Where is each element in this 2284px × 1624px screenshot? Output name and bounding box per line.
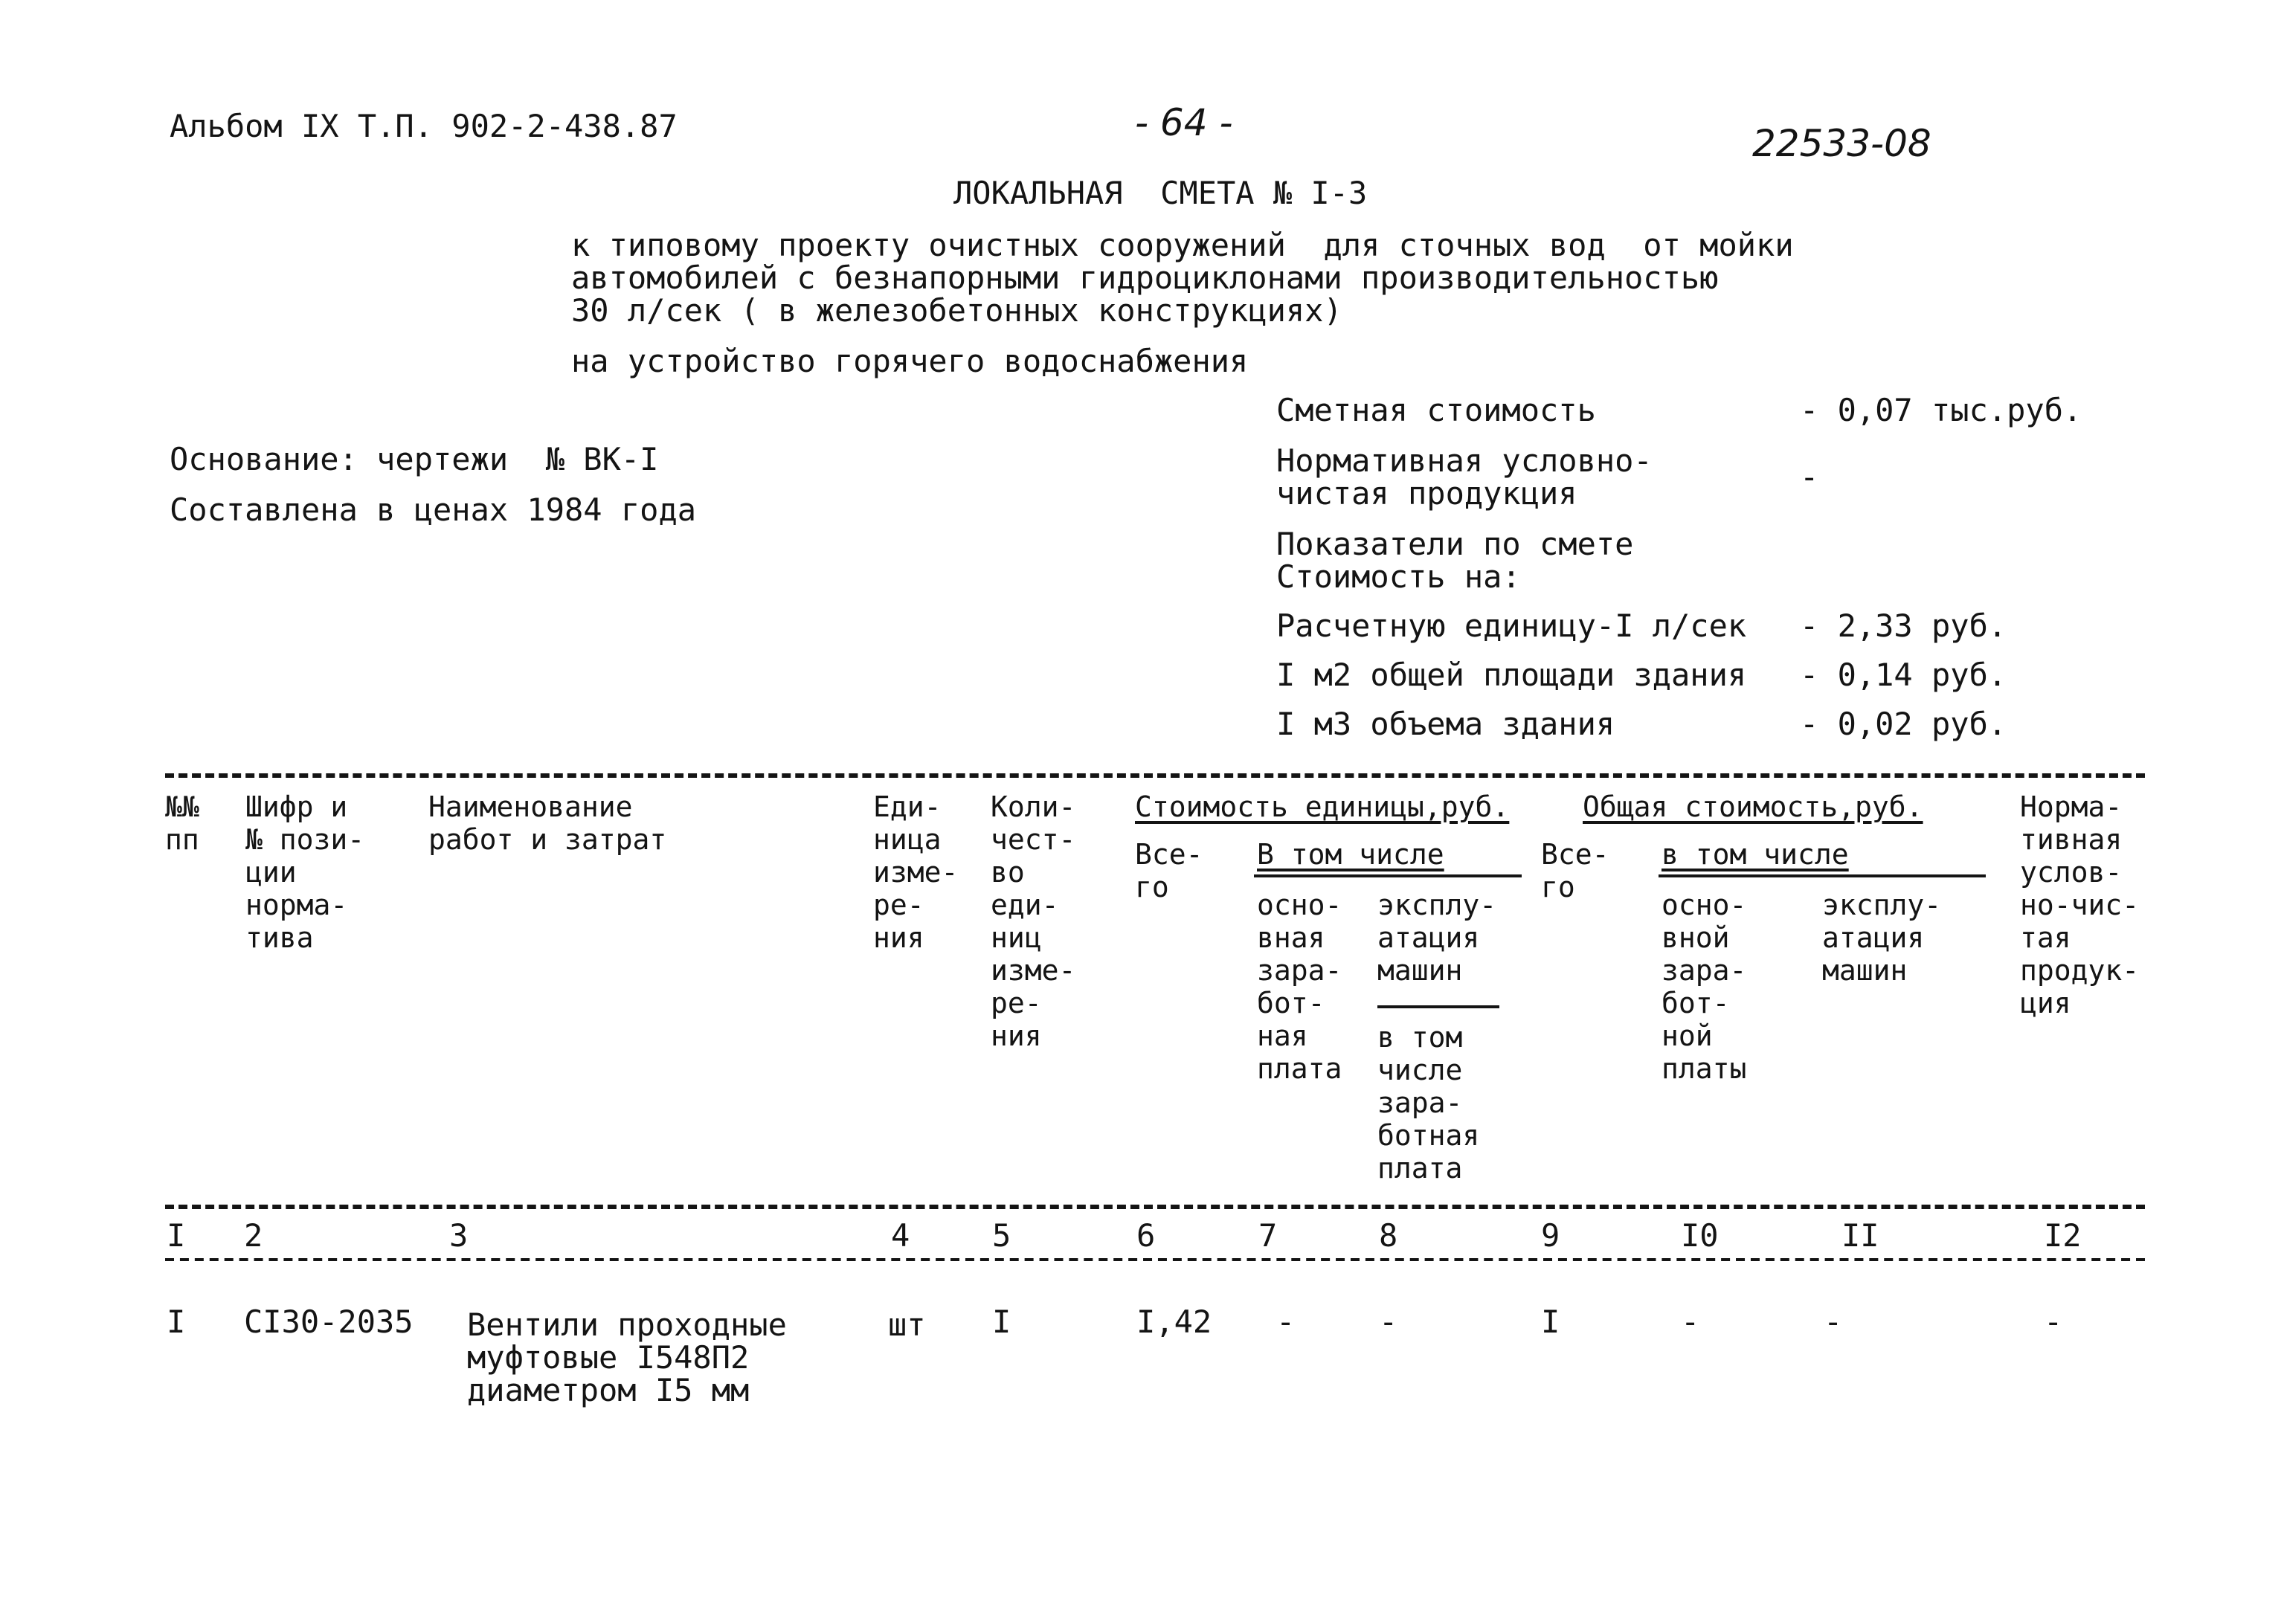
normative-label-line-1: Нормативная условно- bbox=[1276, 443, 1653, 479]
column-number-12: I2 bbox=[2044, 1218, 2082, 1254]
basis-drawings: Основание: чертежи № ВК-I bbox=[170, 442, 659, 477]
col-total-header: Все- го bbox=[1541, 839, 1609, 904]
page-number: - 64 - bbox=[1135, 101, 1233, 144]
row-name: Вентили проходные муфтовые I548П2 диаметром I5 мм bbox=[467, 1307, 787, 1408]
album-reference: Альбом IX Т.П. 902-2-438.87 bbox=[170, 109, 678, 144]
title-line-2: автомобилей с безнапорными гидроциклонами производительностью bbox=[571, 260, 1719, 296]
column-number-5: 5 bbox=[992, 1218, 1011, 1254]
row-unit-total: I,42 bbox=[1136, 1304, 1212, 1340]
unit-cost-group-header: Стоимость единицы,руб. bbox=[1135, 791, 1510, 824]
row-quantity: I bbox=[992, 1304, 1011, 1340]
column-number-3: 3 bbox=[449, 1218, 469, 1254]
column-number-4: 4 bbox=[891, 1218, 910, 1254]
document-title: ЛОКАЛЬНАЯ СМЕТА № I-3 bbox=[953, 175, 1368, 211]
row-unit: шт bbox=[888, 1307, 926, 1343]
col-total-machine-header: эксплу- атация машин bbox=[1822, 889, 1942, 987]
volume-cost-value: - 0,02 руб. bbox=[1800, 706, 2007, 742]
column-numbers-rule bbox=[165, 1258, 2145, 1261]
col-unit-machine-wage-header: в том числе зара- ботная плата bbox=[1377, 1022, 1480, 1185]
column-number-8: 8 bbox=[1379, 1218, 1398, 1254]
col-number-header: №№ пп bbox=[165, 791, 199, 857]
column-number-7: 7 bbox=[1258, 1218, 1278, 1254]
unit-cost-value: - 2,33 руб. bbox=[1800, 608, 2007, 644]
document-code: 22533-08 bbox=[1752, 122, 1931, 165]
col-unit-header: Еди- ница изме- ре- ния bbox=[873, 791, 959, 955]
cost-per-label: Стоимость на: bbox=[1276, 559, 1521, 595]
column-number-1: I bbox=[167, 1218, 186, 1254]
basis-prices: Составлена в ценах 1984 года bbox=[170, 492, 697, 528]
row-number: I bbox=[167, 1304, 186, 1340]
column-number-11: II bbox=[1841, 1218, 1879, 1254]
unit-cost-label: Расчетную единицу-I л/сек bbox=[1276, 608, 1747, 644]
normative-value: - bbox=[1800, 460, 1819, 495]
unit-including-header: В том числе bbox=[1257, 839, 1444, 871]
machine-subheader-rule bbox=[1377, 1005, 1499, 1008]
volume-cost-label: I м3 объема здания bbox=[1276, 706, 1615, 742]
title-line-1: к типовому проекту очистных сооружений для сточных вод от мойки bbox=[571, 228, 1794, 263]
normative-label-line-2: чистая продукция bbox=[1276, 476, 1577, 512]
column-number-9: 9 bbox=[1541, 1218, 1560, 1254]
unit-including-underline bbox=[1254, 874, 1522, 877]
row-total-wage: - bbox=[1681, 1304, 1700, 1340]
row-unit-wage: - bbox=[1276, 1304, 1296, 1340]
estimated-cost-value: - 0,07 тыс.руб. bbox=[1800, 393, 2082, 428]
col-name-header: Наименование работ и затрат bbox=[428, 791, 667, 857]
col-code-header: Шифр и № пози- ции норма- тива bbox=[245, 791, 365, 955]
indicators-label: Показатели по смете bbox=[1276, 526, 1634, 562]
row-unit-machine: - bbox=[1379, 1304, 1398, 1340]
estimated-cost-label: Сметная стоимость bbox=[1276, 393, 1596, 428]
row-total: I bbox=[1541, 1304, 1560, 1340]
row-code: CI30-2035 bbox=[244, 1304, 414, 1340]
total-including-header: в том числе bbox=[1661, 839, 1849, 871]
total-including-underline bbox=[1659, 874, 1986, 877]
col-total-wage-header: осно- вной зара- бот- ной платы bbox=[1661, 889, 1747, 1086]
column-number-2: 2 bbox=[244, 1218, 263, 1254]
area-cost-value: - 0,14 руб. bbox=[1800, 657, 2007, 693]
row-total-machine: - bbox=[1824, 1304, 1843, 1340]
col-normative-header: Норма- тивная услов- но-чис- тая продук- ция bbox=[2020, 791, 2140, 1020]
estimate-subject: на устройство горячего водоснабжения bbox=[571, 344, 1249, 379]
total-cost-group-header: Общая стоимость,руб. bbox=[1583, 791, 1923, 824]
title-line-3: 30 л/сек ( в железобетонных конструкциях) bbox=[571, 293, 1342, 329]
header-bottom-rule bbox=[165, 1205, 2145, 1209]
column-number-10: I0 bbox=[1681, 1218, 1719, 1254]
col-unit-total-header: Все- го bbox=[1135, 839, 1203, 904]
col-unit-wage-header: осно- вная зара- бот- ная плата bbox=[1257, 889, 1342, 1086]
area-cost-label: I м2 общей площади здания bbox=[1276, 657, 1747, 693]
row-normative: - bbox=[2044, 1304, 2063, 1340]
column-number-6: 6 bbox=[1136, 1218, 1156, 1254]
col-unit-machine-header: эксплу- атация машин bbox=[1377, 889, 1497, 987]
table-top-rule bbox=[165, 773, 2145, 778]
col-quantity-header: Коли- чест- во еди- ниц изме- ре- ния bbox=[991, 791, 1076, 1053]
